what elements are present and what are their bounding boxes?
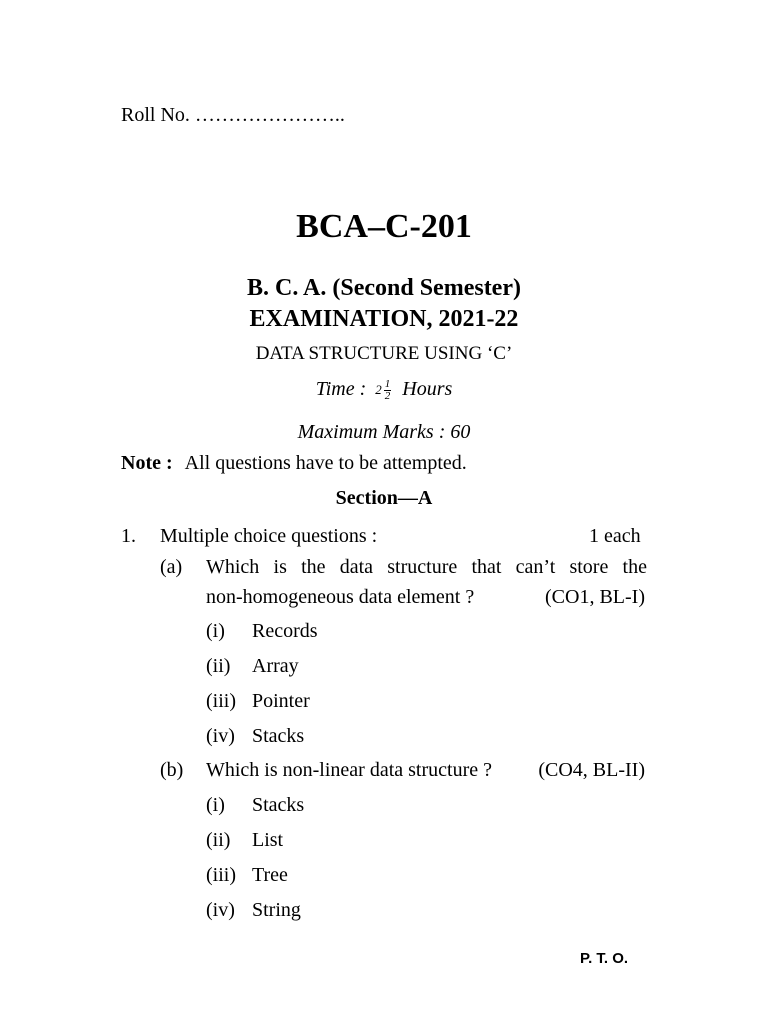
time-unit: Hours xyxy=(402,378,453,400)
part-a-question-line1: Which is the data structure that can’t store the xyxy=(206,556,647,578)
time-allowed xyxy=(0,378,768,402)
question-text: Multiple choice questions : xyxy=(160,525,378,547)
part-b-label: (b) xyxy=(160,759,184,781)
option-text: Tree xyxy=(252,864,288,886)
option-label: (ii) xyxy=(206,829,231,851)
part-a-question-line2-text: non-homogeneous data element ? xyxy=(206,586,475,608)
option-text: Records xyxy=(252,620,318,642)
part-b-question-text: Which is non-linear data structure ? xyxy=(206,759,492,781)
option-label: (iii) xyxy=(206,864,236,886)
option-text: List xyxy=(252,829,284,851)
note-text: All questions have to be attempted. xyxy=(184,452,467,474)
time-label: Time : xyxy=(315,378,367,400)
option-label: (ii) xyxy=(206,655,231,677)
time-denominator: 2 xyxy=(384,389,391,402)
programme-title: B. C. A. (Second Semester) xyxy=(247,275,521,301)
time-fraction xyxy=(375,379,391,402)
part-a-label: (a) xyxy=(160,556,183,578)
option-label: (i) xyxy=(206,620,225,642)
option-text: Array xyxy=(252,655,299,677)
option-text: String xyxy=(252,899,301,921)
option-text: Pointer xyxy=(252,690,310,712)
subject-title: DATA STRUCTURE USING ‘C’ xyxy=(255,343,513,364)
paper-code: BCA–C-201 xyxy=(296,208,472,245)
part-b-question-line xyxy=(206,759,645,782)
part-b-tag: (CO4, BL-II) xyxy=(538,759,645,781)
part-a-tag: (CO1, BL-I) xyxy=(545,586,645,608)
question-number: 1. xyxy=(121,525,136,547)
please-turn-over: P. T. O. xyxy=(580,950,629,967)
option-text: Stacks xyxy=(252,725,305,747)
section-title: Section—A xyxy=(335,487,433,509)
option-text: Stacks xyxy=(252,794,305,816)
question-marks: 1 each xyxy=(589,525,641,547)
option-label: (iv) xyxy=(206,725,235,747)
examination-title: EXAMINATION, 2021-22 xyxy=(249,306,519,332)
maximum-marks: Maximum Marks : 60 xyxy=(297,421,471,443)
part-a-question-line2 xyxy=(206,586,645,609)
note xyxy=(121,452,467,475)
time-whole: 2 xyxy=(375,382,382,398)
option-label: (i) xyxy=(206,794,225,816)
roll-number-field: Roll No. ………………….. xyxy=(121,104,345,126)
option-label: (iii) xyxy=(206,690,236,712)
time-numerator: 1 xyxy=(384,377,391,390)
note-label: Note : xyxy=(121,452,173,474)
option-label: (iv) xyxy=(206,899,235,921)
